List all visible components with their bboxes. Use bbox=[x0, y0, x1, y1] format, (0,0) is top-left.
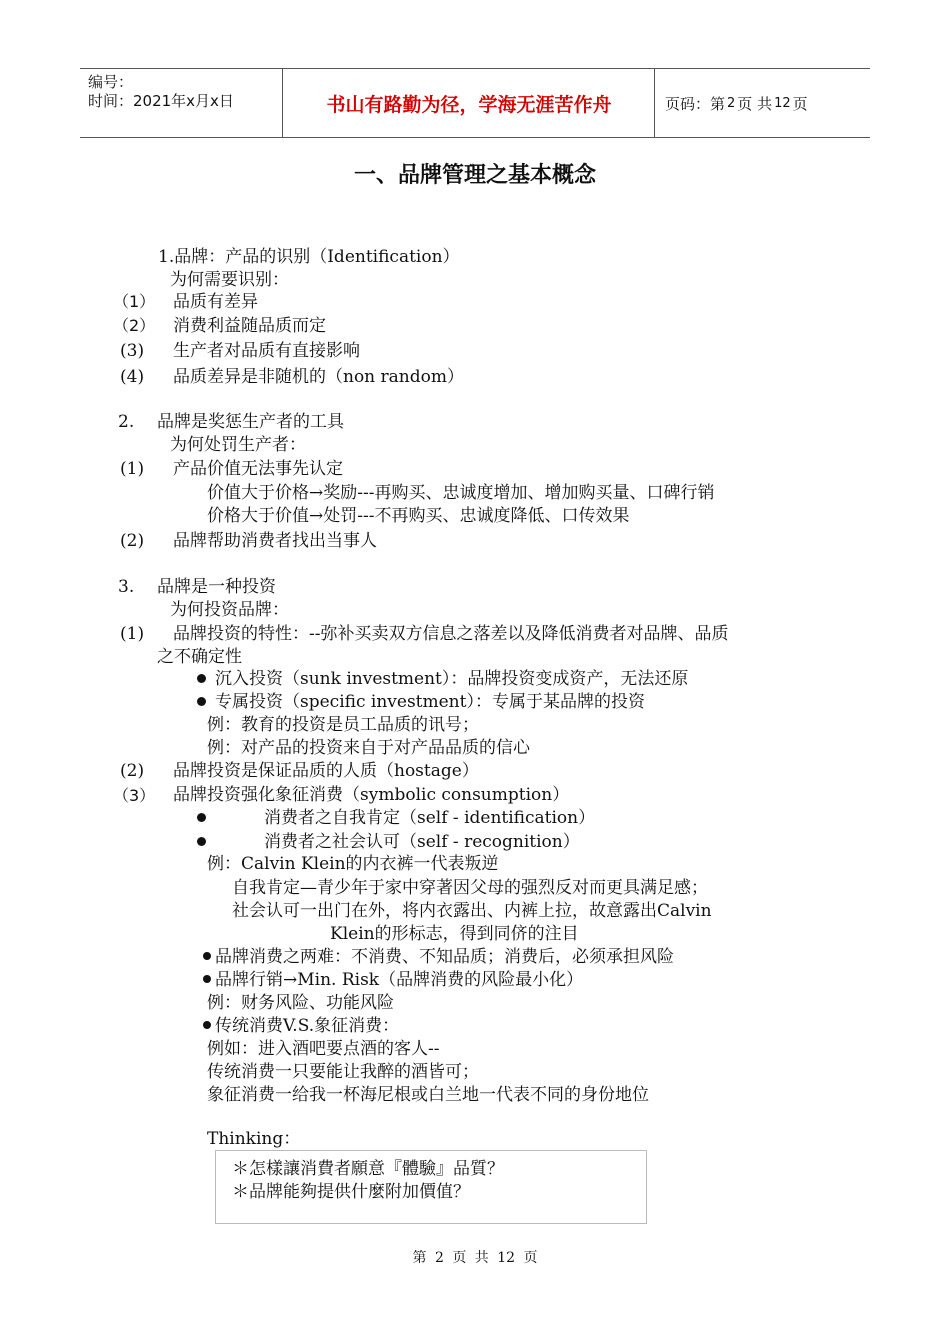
item-number: (2) bbox=[120, 761, 145, 781]
list-item: 产品价值无法事先认定 bbox=[173, 459, 343, 479]
list-item: 品牌投资是保证品质的人质（hostage） bbox=[173, 761, 479, 781]
footer-prefix: 第 bbox=[412, 1250, 427, 1266]
bullet-icon bbox=[197, 697, 206, 706]
text-line: 象征消费一给我一杯海尼根或白兰地一代表不同的身份地位 bbox=[207, 1085, 649, 1105]
text-line: 自我肯定—青少年于家中穿著因父母的强烈反对而更具满足感； bbox=[232, 878, 708, 898]
thinking-box bbox=[215, 1150, 647, 1224]
bullet-item: 品牌消费之两难：不消费、不知品质；消费后，必须承担风险 bbox=[215, 947, 674, 967]
footer-mid: 页 共 bbox=[452, 1250, 489, 1266]
list-item: 品牌投资强化象征消费（symbolic consumption） bbox=[173, 785, 570, 805]
item-number: (1) bbox=[120, 624, 145, 644]
sub-question: 为何需要识别： bbox=[170, 270, 289, 290]
example-line: 例：Calvin Klein的内衣裤一代表叛逆 bbox=[207, 854, 499, 874]
bullet-icon bbox=[197, 674, 206, 683]
item-number: (1) bbox=[120, 459, 145, 479]
number-label: 编号： bbox=[88, 73, 134, 91]
example-line: 例：财务风险、功能风险 bbox=[207, 993, 394, 1013]
header-meta bbox=[88, 73, 234, 111]
bullet-item: 传统消费V.S.象征消费： bbox=[215, 1016, 400, 1036]
section-heading: 品牌是奖惩生产者的工具 bbox=[157, 412, 344, 432]
bullet-icon bbox=[197, 813, 206, 822]
list-item: 品牌帮助消费者找出当事人 bbox=[173, 531, 377, 551]
list-item: 品质差异是非随机的（non random） bbox=[173, 367, 464, 387]
footer-suffix: 页 bbox=[523, 1250, 538, 1266]
text-line: 价格大于价值→处罚---不再购买、忠诚度降低、口传效果 bbox=[207, 506, 630, 526]
footer-current: 2 bbox=[434, 1250, 444, 1266]
item-number: （1） bbox=[113, 292, 156, 311]
header-motto: 书山有路勤为径，学海无涯苦作舟 bbox=[326, 93, 612, 116]
bullet-icon bbox=[197, 837, 206, 846]
text-line: 社会认可一出门在外，将内衣露出、内裤上拉，故意露出Calvin bbox=[232, 901, 712, 921]
page-suffix: 页 bbox=[792, 94, 808, 113]
sub-question: 为何投资品牌： bbox=[170, 600, 289, 620]
list-item: 品质有差异 bbox=[173, 292, 258, 312]
item-number: （2） bbox=[113, 316, 156, 335]
section-heading: 1.品牌：产品的识别（Identification） bbox=[158, 247, 460, 267]
text-line: 传统消费一只要能让我醉的酒皆可； bbox=[207, 1062, 479, 1082]
bullet-item: 消费者之社会认可（self - recognition） bbox=[264, 832, 580, 852]
bullet-item: 专属投资（specific investment）：专属于某品牌的投资 bbox=[215, 692, 645, 712]
list-item: 消费利益随品质而定 bbox=[173, 316, 326, 336]
example-line: 例如：进入酒吧要点酒的客人-- bbox=[207, 1039, 440, 1059]
bullet-icon bbox=[203, 952, 211, 960]
list-item: 生产者对品质有直接影响 bbox=[173, 341, 360, 361]
sub-question: 为何处罚生产者： bbox=[170, 435, 306, 455]
bullet-icon bbox=[203, 975, 211, 983]
page-total: 12 bbox=[774, 95, 791, 111]
thinking-question: ＊怎樣讓消費者願意『體驗』品質？ bbox=[232, 1159, 504, 1179]
page-title: 一、品牌管理之基本概念 bbox=[353, 163, 596, 188]
text-line: Klein的形标志，得到同侪的注目 bbox=[330, 924, 579, 944]
text-line: 之不确定性 bbox=[157, 647, 242, 667]
bullet-icon bbox=[203, 1021, 211, 1029]
section-heading: 品牌是一种投资 bbox=[157, 577, 276, 597]
page-prefix: 页码：第 bbox=[665, 94, 726, 113]
section-number: 3. bbox=[118, 577, 135, 597]
item-number: (3) bbox=[120, 341, 145, 361]
bullet-item: 品牌行销→Min. Risk（品牌消费的风险最小化） bbox=[215, 970, 584, 990]
section-number: 2. bbox=[118, 412, 135, 432]
page-current: 2 bbox=[727, 95, 736, 111]
page-footer bbox=[0, 1247, 950, 1267]
footer-total: 12 bbox=[497, 1250, 516, 1266]
item-number: (2) bbox=[120, 531, 145, 551]
list-item: 品牌投资的特性：--弥补买卖双方信息之落差以及降低消费者对品牌、品质 bbox=[173, 624, 729, 644]
item-number: (4) bbox=[120, 367, 145, 387]
thinking-question: ＊品牌能夠提供什麼附加價值？ bbox=[232, 1182, 470, 1202]
bullet-item: 消费者之自我肯定（self - identification） bbox=[264, 808, 596, 828]
date-label: 时间：2021年x月x日 bbox=[88, 92, 234, 110]
header-page-number bbox=[665, 69, 808, 137]
thinking-label: Thinking： bbox=[207, 1129, 301, 1149]
example-line: 例：教育的投资是员工品质的讯号； bbox=[207, 715, 479, 735]
item-number: （3） bbox=[113, 786, 156, 805]
bullet-item: 沉入投资（sunk investment）：品牌投资变成资产，无法还原 bbox=[215, 669, 689, 689]
example-line: 例：对产品的投资来自于对产品品质的信心 bbox=[207, 738, 530, 758]
text-line: 价值大于价格→奖励---再购买、忠诚度增加、增加购买量、口碑行销 bbox=[207, 483, 715, 503]
page-mid: 页 共 bbox=[737, 94, 773, 113]
page-header bbox=[80, 68, 870, 138]
